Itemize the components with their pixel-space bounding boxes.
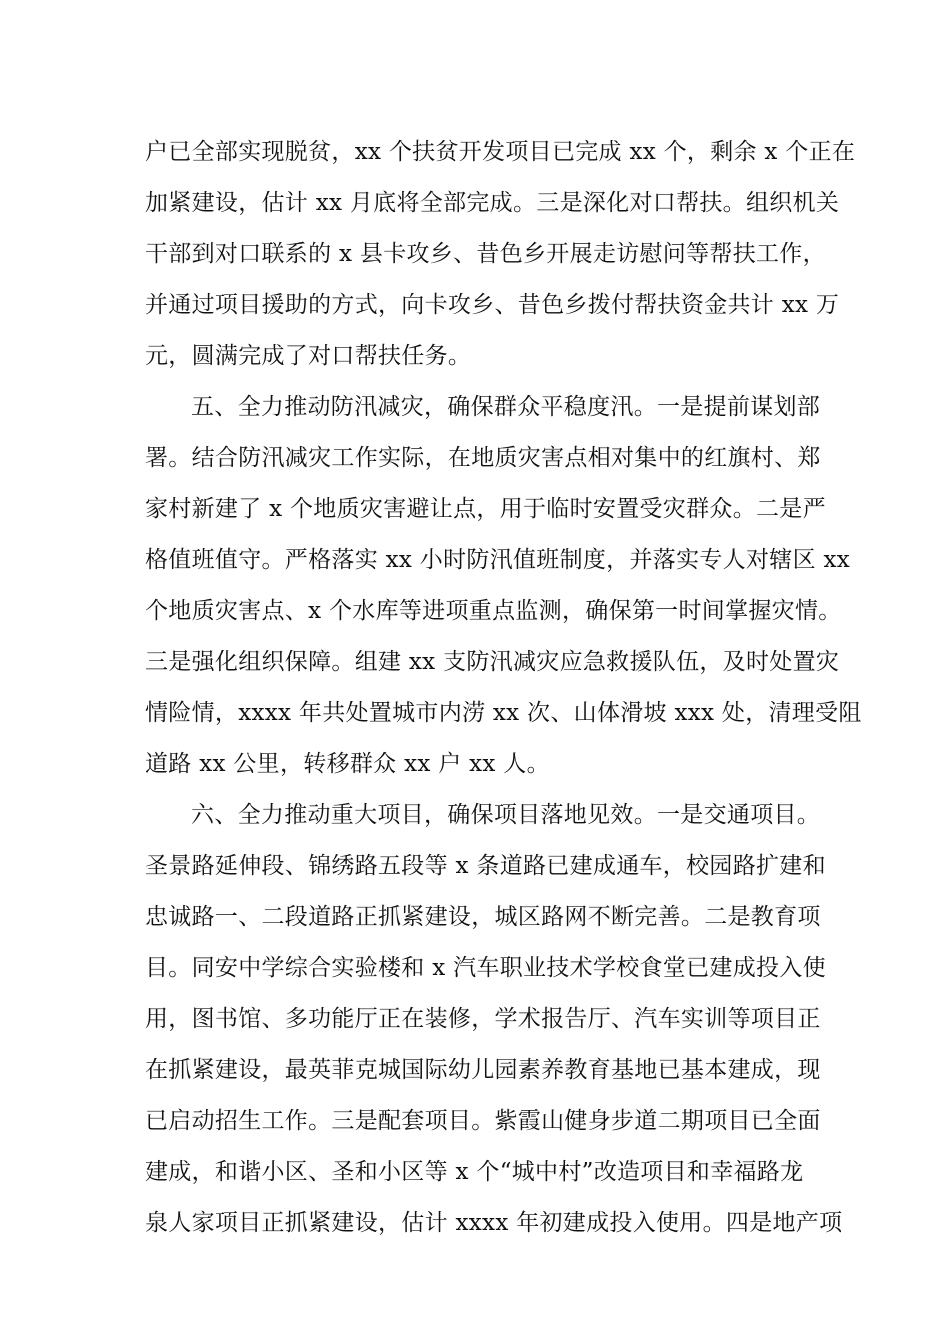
- text-line: 圣景路延伸段、锦绣路五段等 x 条道路已建成通车，校园路扩建和: [145, 853, 826, 879]
- text-line: 建成，和谐小区、圣和小区等 x 个“城中村”改造项目和幸福路龙: [145, 1159, 804, 1185]
- text-line: 并通过项目援助的方式，向卡攻乡、昔色乡拨付帮扶资金共计 xx 万: [145, 292, 840, 318]
- text-line: 署。结合防汛减灾工作实际，在地质灾害点相对集中的红旗村、郑: [145, 445, 821, 471]
- text-line: 道路 xx 公里，转移群众 xx 户 xx 人。: [145, 751, 550, 777]
- text-line: 已启动招生工作。三是配套项目。紫霞山健身步道二期项目已全面: [145, 1108, 821, 1134]
- text-line: 个地质灾害点、x 个水库等进项重点监测，确保第一时间掌握灾情。: [145, 598, 842, 624]
- text-line: 在抓紧建设，最英菲克城国际幼儿园素养教育基地已基本建成，现: [145, 1057, 821, 1083]
- section-heading-line: 五、全力推动防汛减灾，确保群众平稳度汛。一是提前谋划部: [191, 394, 821, 420]
- text-line: 格值班值守。严格落实 xx 小时防汛值班制度，并落实专人对辖区 xx: [145, 547, 851, 573]
- text-line: 泉人家项目正抓紧建设，估计 xxxx 年初建成投入使用。四是地产项: [145, 1210, 843, 1236]
- section-heading-line: 六、全力推动重大项目，确保项目落地见效。一是交通项目。: [191, 802, 821, 828]
- text-line: 户已全部实现脱贫，xx 个扶贫开发项目已完成 xx 个，剩余 x 个正在: [145, 139, 856, 165]
- text-line: 情险情，xxxx 年共处置城市内涝 xx 次、山体滑坡 xxx 处，清理受阻: [145, 700, 862, 726]
- text-line: 三是强化组织保障。组建 xx 支防汛减灾应急救援队伍，及时处置灾: [145, 649, 840, 675]
- text-line: 目。同安中学综合实验楼和 x 汽车职业技术学校食堂已建成投入使: [145, 955, 826, 981]
- text-line: 加紧建设，估计 xx 月底将全部完成。三是深化对口帮扶。组织机关: [145, 190, 840, 216]
- text-line: 用，图书馆、多功能厅正在装修，学术报告厅、汽车实训等项目正: [145, 1006, 821, 1032]
- text-line: 家村新建了 x 个地质灾害避让点，用于临时安置受灾群众。二是严: [145, 496, 826, 522]
- text-line: 忠诚路一、二段道路正抓紧建设，城区路网不断完善。二是教育项: [145, 904, 821, 930]
- text-line: 干部到对口联系的 x 县卡攻乡、昔色乡开展走访慰问等帮扶工作，: [145, 241, 826, 267]
- text-line: 元，圆满完成了对口帮扶任务。: [145, 343, 472, 369]
